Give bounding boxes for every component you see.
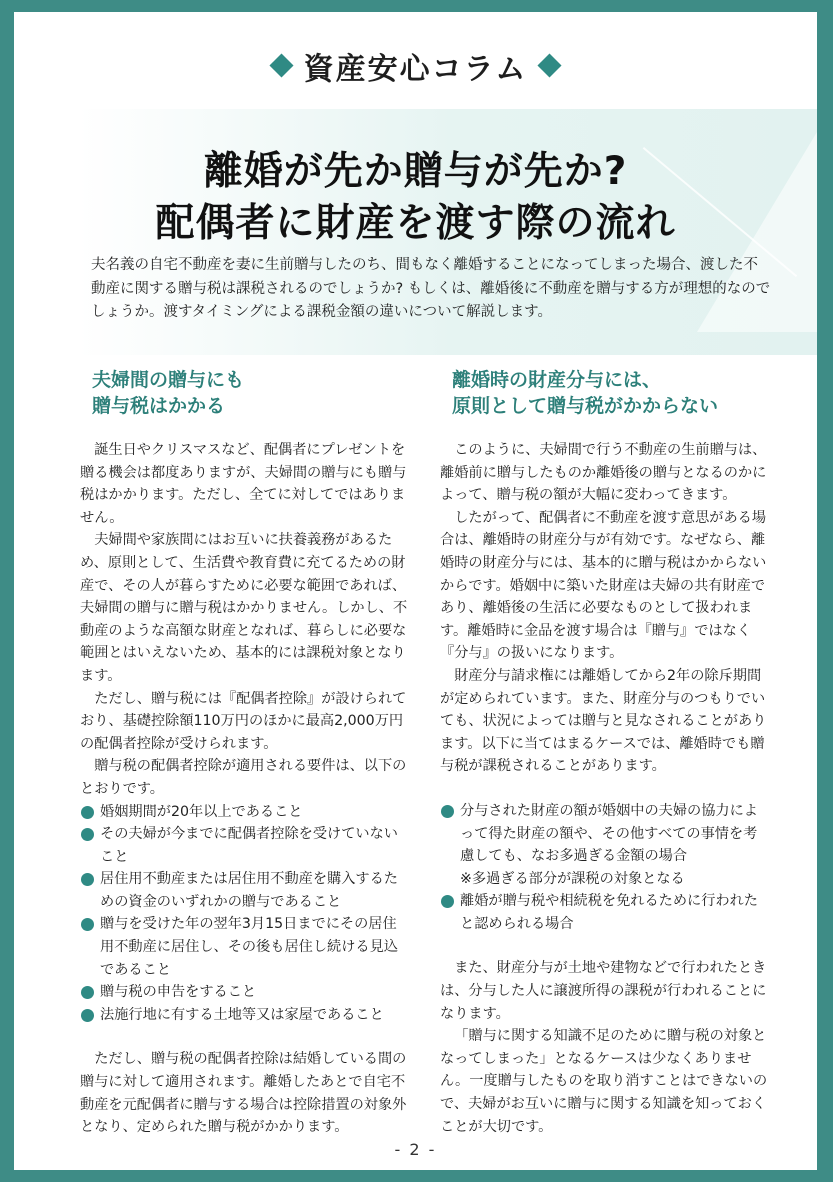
taxable-cases-list xyxy=(440,800,770,868)
diamond-icon xyxy=(538,53,562,77)
right-paragraph: したがって、配偶者に不動産を渡す意思がある場合は、離婚時の財産分与が有効です。なぜなら、離婚時の財産分与には、基本的に贈与税はかからないからです。婚姻中に築いた財産は夫婦の共有財産であり、離婚後の生活に必要なものとして扱われます。離婚時に金品を渡す場合は『贈与』ではなく『分与』の扱いになります。 xyxy=(440,509,767,662)
column-header-label: 資産安心コラム xyxy=(303,52,528,87)
right-heading-line2: 原則として贈与税がかからない xyxy=(452,395,719,417)
article-title-line1: 離婚が先か贈与が先か? xyxy=(203,149,628,194)
list-item: 贈与税の申告をすること xyxy=(80,981,410,1004)
list-item: その夫婦が今までに配偶者控除を受けていないこと xyxy=(80,823,410,868)
list-item: 居住用不動産または居住用不動産を購入するための資金のいずれかの贈与であること xyxy=(80,868,410,913)
list-item: 離婚が贈与税や相続税を免れるために行われたと認められる場合 xyxy=(440,890,770,935)
left-heading-line1: 夫婦間の贈与にも xyxy=(92,369,245,391)
list-item: 婚姻期間が20年以上であること xyxy=(80,801,410,824)
page xyxy=(14,12,817,1170)
page-number: - 2 - xyxy=(394,1140,437,1159)
left-paragraph: ただし、贈与税には『配偶者控除』が設けられており、基礎控除額110万円のほかに最高2,000万円の配偶者控除が受けられます。 xyxy=(80,690,407,752)
right-paragraph: 財産分与請求権には離婚してから2年の除斥期間が定められています。また、財産分与のつもりでいても、状況によっては贈与と見なされることがあります。以下に当てはまるケースでは、離婚時でも贈与税が課税されることがあります。 xyxy=(440,667,767,775)
requirements-list xyxy=(80,801,410,1027)
diamond-icon xyxy=(269,53,293,77)
taxable-cases-list-2 xyxy=(440,890,770,935)
column-header xyxy=(14,44,817,88)
left-heading-line2: 贈与税はかかる xyxy=(92,395,226,417)
left-column xyxy=(80,367,410,1139)
right-heading xyxy=(452,367,770,419)
right-paragraph: また、財産分与が土地や建物などで行われたときは、分与した人に譲渡所得の課税が行われることになります。 xyxy=(440,960,767,1022)
list-item: 贈与を受けた年の翌年3月15日までにその居住用不動産に居住し、その後も居住し続ける見込であること xyxy=(80,913,410,981)
left-paragraph: 誕生日やクリスマスなど、配偶者にプレゼントを贈る機会は都度ありますが、夫婦間の贈与にも贈与税はかかります。ただし、全てに対してではありません。 xyxy=(80,442,407,526)
note-text: ※多過ぎる部分が課税の対象となる xyxy=(460,870,685,887)
left-paragraph: 夫婦間や家族間にはお互いに扶養義務があるため、原則として、生活費や教育費に充てるための財産で、その人が暮らすために必要な範囲であれば、夫婦間の贈与に贈与税はかかりません。しかし、不動産のような高額な財産となれば、暮らしに必要な範囲とはいえないため、基本的には課税対象となります。 xyxy=(80,532,408,684)
list-item xyxy=(440,800,770,868)
right-column xyxy=(440,367,770,1138)
right-paragraph: 「贈与に関する知識不足のために贈与税の対象となってしまった」となるケースは少なくありません。一度贈与したものを取り消すことはできないので、夫婦がお互いに贈与に関する知識を知っておくことが大切です。 xyxy=(440,1028,768,1135)
intro-text: 夫名義の自宅不動産を妻に生前贈与したのち、間もなく離婚することになってしまった場合、渡した不動産に関する贈与税は課税されるのでしょうか? もしくは、離婚後に不動産を贈与する方が理想的なのでしょうか。渡すタイミングによる課税金額の違いについて解説します。 xyxy=(91,257,771,320)
right-heading-line1: 離婚時の財産分与には、 xyxy=(452,369,662,391)
list-item: 法施行地に有する土地等又は家屋であること xyxy=(80,1004,410,1027)
left-heading xyxy=(92,367,410,419)
right-paragraph: このように、夫婦間で行う不動産の生前贈与は、離婚前に贈与したものか離婚後の贈与となるのかによって、贈与税の額が大幅に変わってきます。 xyxy=(440,442,767,504)
article-title-line2: 配偶者に財産を渡す際の流れ xyxy=(155,201,676,246)
list-item-text: 分与された財産の額が婚姻中の夫婦の協力によって得た財産の額や、その他すべての事情を考慮しても、なお多過ぎる金額の場合 xyxy=(460,802,758,865)
left-paragraph: ただし、贈与税の配偶者控除は結婚している間の贈与に対して適用されます。離婚したあとで自宅不動産を元配偶者に贈与する場合は控除措置の対象外となり、定められた贈与税がかかります。 xyxy=(80,1051,407,1136)
left-paragraph: 贈与税の配偶者控除が適用される要件は、以下のとおりです。 xyxy=(80,758,407,797)
